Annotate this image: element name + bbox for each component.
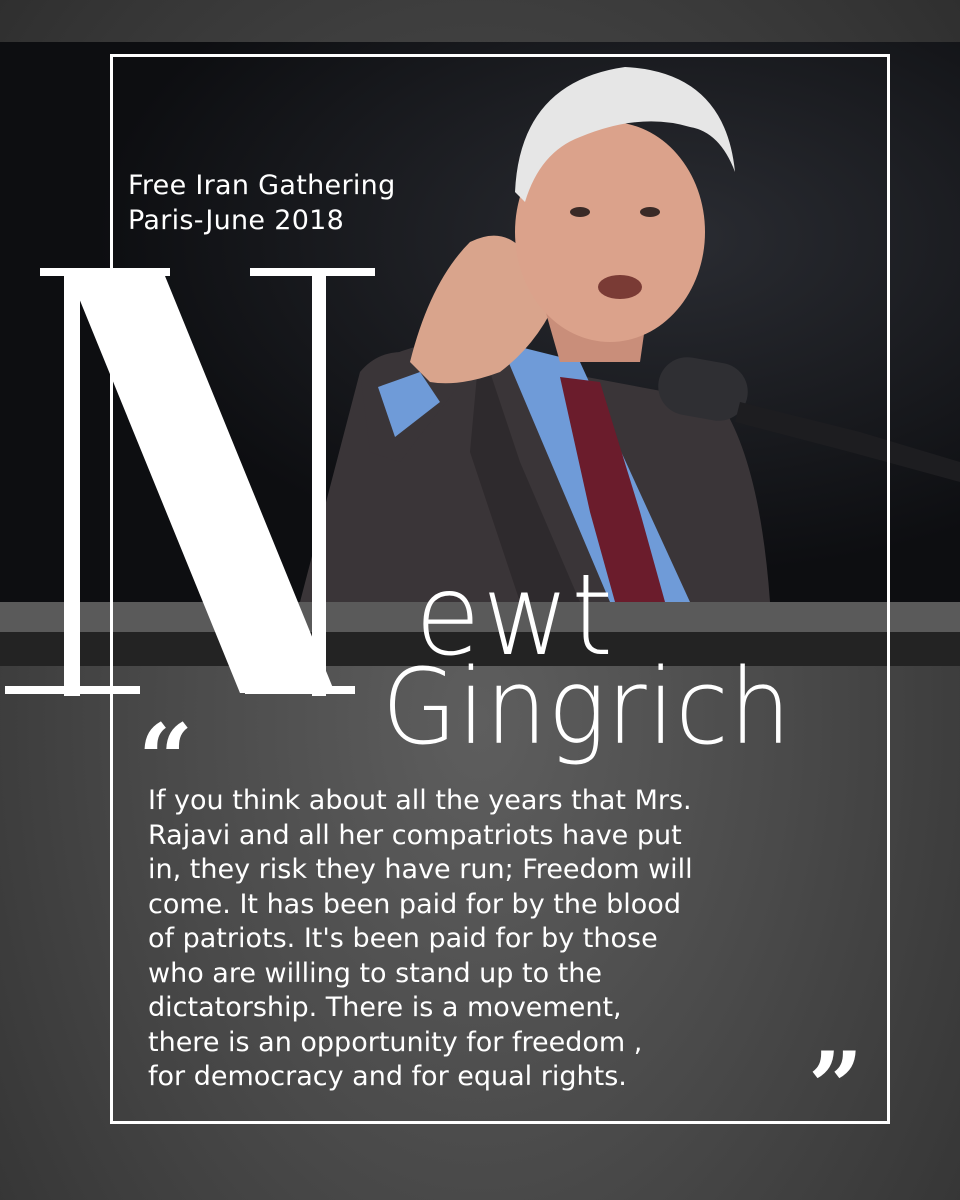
event-caption [128,168,396,238]
quote-line: dictatorship. There is a movement, [148,992,622,1023]
close-quote-mark: ” [808,1031,864,1144]
open-quote-mark: “ [138,703,194,816]
quote-line: for democracy and for equal rights. [148,1061,627,1092]
quote-line: Rajavi and all her compatriots have put [148,819,682,851]
speaker-first-name: ewt [415,551,615,681]
event-title: Free Iran Gathering [128,170,396,201]
quote-line: If you think about all the years that Mrs. [148,785,692,816]
event-location-date: Paris-June 2018 [128,205,345,236]
quote-body [148,784,868,1095]
quote-line: of patriots. It's been paid for by those [148,923,658,954]
quote-line: in, they risk they have run; Freedom will [148,854,693,885]
speaker-last-name: Gingrich [382,646,792,768]
quote-line: come. It has been paid for by the blood [148,888,681,920]
quote-line: there is an opportunity for freedom , [148,1026,643,1058]
quote-line: who are willing to stand up to the [148,957,603,989]
